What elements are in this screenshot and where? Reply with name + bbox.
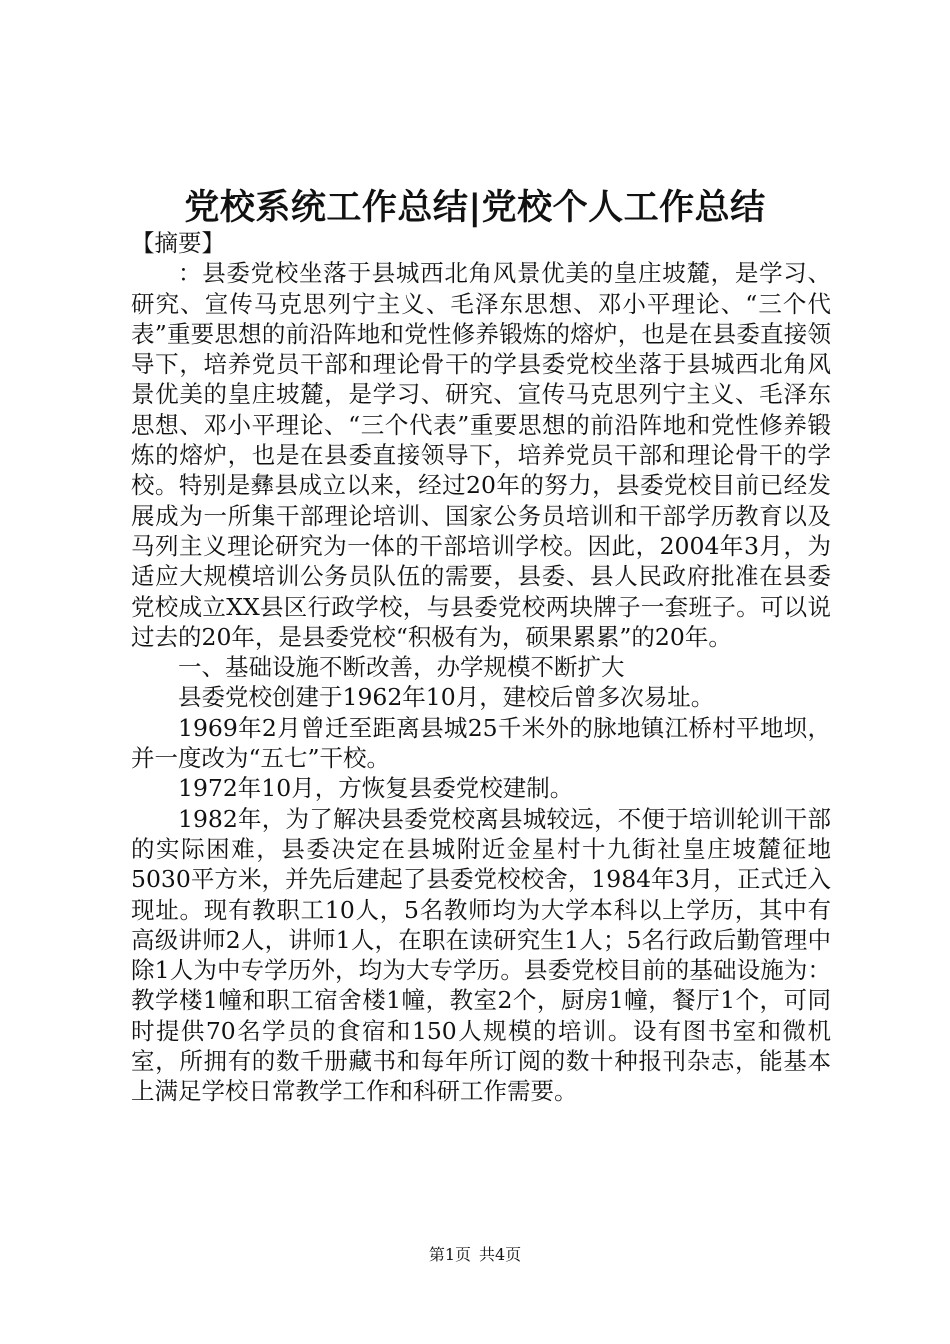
abstract-label: 【摘要】 — [131, 229, 225, 257]
document-body — [131, 228, 831, 1107]
page-number: 第1页 — [428, 1245, 471, 1264]
paragraph: 1972年10月，方恢复县委党校建制。 — [178, 774, 574, 803]
page-total: 共4页 — [479, 1245, 522, 1264]
paragraph: 1982年，为了解决县委党校离县城较远，不便于培训轮训干部的实际困难，县委决定在县城附近金星村十九街社皇庄坡麓征地5030平方米，并先后建起了县委党校校舍，1984年3月，正式迁入现址。现有教职工10人，5名教师均为大学本科以上学历，其中有高级讲师2人，讲师1人，在职在读研究生1人；5名行政后勤管理中除1人为中专学历外，均为大专学历。县委党校目前的基础设施为：教学楼1幢和职工宿舍楼1幢，教室2个，厨房1幢，餐厅1个，可同时提供70名学员的食宿和150人规模的培训。设有图书室和微机室，所拥有的数千册藏书和每年所订阅的数十种报刊杂志，能基本上满足学校日常教学工作和科研工作需要。 — [131, 804, 831, 1106]
paragraph-abstract: ：县委党校坐落于县城西北角风景优美的皇庄坡麓，是学习、研究、宣传马克思列宁主义、毛泽东思想、邓小平理论、“三个代表”重要思想的前沿阵地和党性修养锻炼的熔炉，也是在县委直接领导下，培养党员干部和理论骨干的学县委党校坐落于县城西北角风景优美的皇庄坡麓，是学习、研究、宣传马克思列宁主义、毛泽东思想、邓小平理论、“三个代表”重要思想的前沿阵地和党性修养锻炼的熔炉，也是在县委直接领导下，培养党员干部和理论骨干的学校。特别是彝县成立以来，经过20年的努力，县委党校目前已经发展成为一所集干部理论培训、国家公务员培训和干部学历教育以及马列主义理论研究为一体的干部培训学校。因此，2004年3月，为适应大规模培训公务员队伍的需要，县委、县人民政府批准在县委党校成立XX县区行政学校，与县委党校两块牌子一套班子。可以说过去的20年，是县委党校“积极有为，硕果累累”的20年。 — [131, 259, 831, 651]
paragraph: 县委党校创建于1962年10月，建校后曾多次易址。 — [178, 683, 715, 712]
page-footer — [0, 1245, 950, 1265]
document-title: 党校系统工作总结|党校个人工作总结 — [184, 188, 766, 228]
paragraph: 1969年2月曾迁至距离县城25千米外的脉地镇江桥村平地坝，并一度改为“五七”干校。 — [131, 713, 831, 773]
section-heading: 一、基础设施不断改善，办学规模不断扩大 — [178, 653, 625, 682]
